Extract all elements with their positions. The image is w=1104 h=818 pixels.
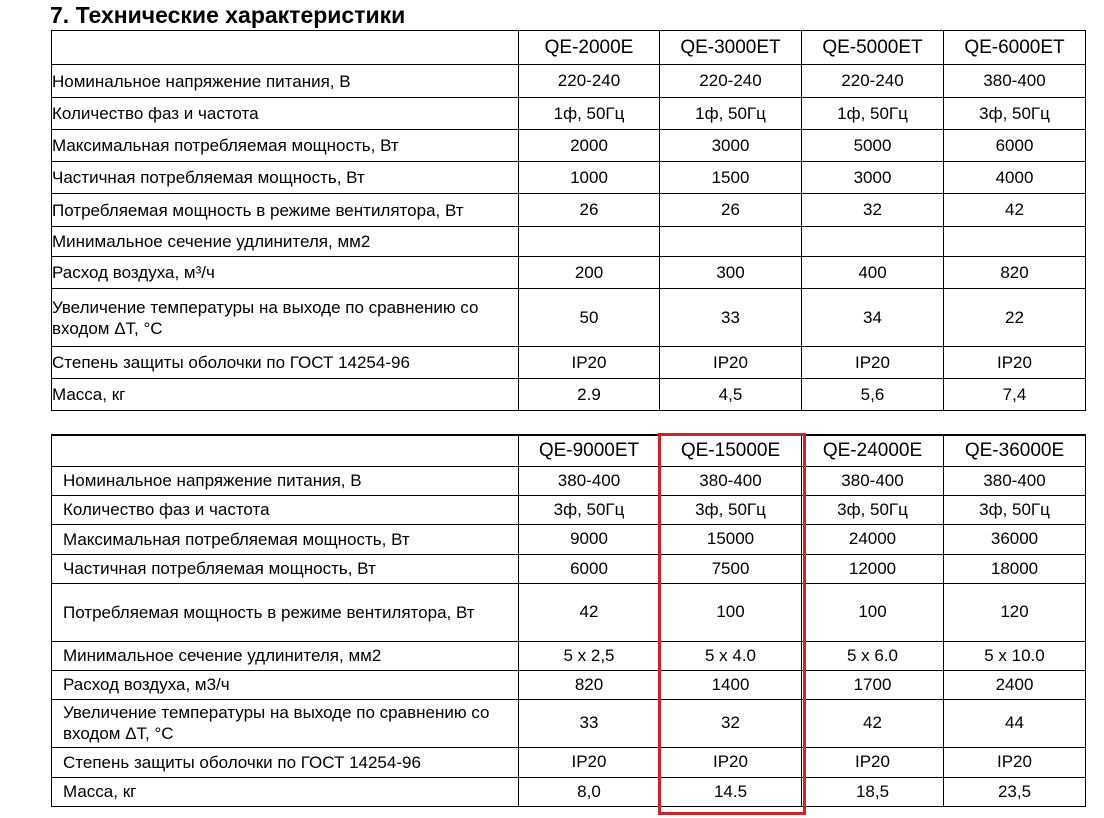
value-cell: 300 bbox=[660, 257, 802, 289]
value-cell: 1700 bbox=[802, 670, 944, 699]
model-header: QE-6000ET bbox=[944, 31, 1086, 65]
value-cell: 18000 bbox=[944, 554, 1086, 583]
row-label: Частичная потребляемая мощность, Вт bbox=[52, 162, 519, 194]
value-cell: 36000 bbox=[944, 524, 1086, 554]
table-header-row bbox=[52, 31, 1086, 65]
value-cell: 14.5 bbox=[660, 777, 802, 806]
model-header: QE-24000E bbox=[802, 435, 944, 466]
value-cell: IP20 bbox=[519, 747, 660, 777]
value-cell: 15000 bbox=[660, 524, 802, 554]
row-label: Масса, кг bbox=[52, 777, 519, 806]
value-cell: IP20 bbox=[660, 747, 802, 777]
value-cell: 380-400 bbox=[944, 466, 1086, 495]
value-cell: 1500 bbox=[660, 162, 802, 194]
table-row bbox=[52, 289, 1086, 347]
model-header: QE-36000E bbox=[944, 435, 1086, 466]
table-row bbox=[52, 641, 1086, 670]
section-title: 7. Технические характеристики bbox=[50, 2, 406, 28]
value-cell: 9000 bbox=[519, 524, 660, 554]
value-cell: IP20 bbox=[802, 347, 944, 379]
value-cell: 5 x 2,5 bbox=[519, 641, 660, 670]
value-cell: 3ф, 50Гц bbox=[519, 495, 660, 524]
row-label: Количество фаз и частота bbox=[52, 98, 519, 130]
value-cell: 33 bbox=[519, 699, 660, 747]
value-cell: 100 bbox=[660, 583, 802, 641]
spec-table-2 bbox=[51, 434, 1086, 807]
row-label: Минимальное сечение удлинителя, мм2 bbox=[52, 641, 519, 670]
value-cell: 3000 bbox=[660, 130, 802, 162]
row-label: Степень защиты оболочки по ГОСТ 14254-96 bbox=[52, 347, 519, 379]
row-label: Номинальное напряжение питания, В bbox=[52, 65, 519, 98]
row-label: Максимальная потребляемая мощность, Вт bbox=[52, 130, 519, 162]
value-cell: 220-240 bbox=[660, 65, 802, 98]
row-label: Увеличение температуры на выходе по сравнению со входом ΔT, °C bbox=[52, 699, 519, 747]
table-row bbox=[52, 495, 1086, 524]
row-label: Количество фаз и частота bbox=[52, 495, 519, 524]
row-label: Расход воздуха, м³/ч bbox=[52, 257, 519, 289]
value-cell: 3ф, 50Гц bbox=[944, 98, 1086, 130]
table-row bbox=[52, 257, 1086, 289]
value-cell: 5000 bbox=[802, 130, 944, 162]
value-cell: 23,5 bbox=[944, 777, 1086, 806]
value-cell: 220-240 bbox=[802, 65, 944, 98]
row-label: Расход воздуха, м3/ч bbox=[52, 670, 519, 699]
value-cell: IP20 bbox=[944, 347, 1086, 379]
value-cell: 1ф, 50Гц bbox=[660, 98, 802, 130]
table-row bbox=[52, 670, 1086, 699]
value-cell bbox=[519, 227, 660, 257]
value-cell: 42 bbox=[802, 699, 944, 747]
value-cell: 42 bbox=[944, 194, 1086, 227]
value-cell: 6000 bbox=[944, 130, 1086, 162]
table-row bbox=[52, 747, 1086, 777]
model-header: QE-15000E bbox=[660, 435, 802, 466]
table-row bbox=[52, 554, 1086, 583]
value-cell bbox=[944, 227, 1086, 257]
value-cell: 400 bbox=[802, 257, 944, 289]
row-label: Частичная потребляемая мощность, Вт bbox=[52, 554, 519, 583]
value-cell: 42 bbox=[519, 583, 660, 641]
value-cell: 380-400 bbox=[660, 466, 802, 495]
row-label: Масса, кг bbox=[52, 379, 519, 411]
model-header: QE-5000ET bbox=[802, 31, 944, 65]
value-cell: IP20 bbox=[660, 347, 802, 379]
value-cell: 3000 bbox=[802, 162, 944, 194]
value-cell: 5,6 bbox=[802, 379, 944, 411]
value-cell: 220-240 bbox=[519, 65, 660, 98]
table-row bbox=[52, 98, 1086, 130]
value-cell: 26 bbox=[660, 194, 802, 227]
row-label: Потребляемая мощность в режиме вентилятора, Вт bbox=[52, 583, 519, 641]
value-cell: 50 bbox=[519, 289, 660, 347]
model-header: QE-2000E bbox=[519, 31, 660, 65]
row-label: Увеличение температуры на выходе по сравнению со входом ΔT, °C bbox=[52, 289, 519, 347]
model-header: QE-9000ET bbox=[519, 435, 660, 466]
header-corner-cell bbox=[52, 31, 519, 65]
table-row bbox=[52, 65, 1086, 98]
value-cell: 4,5 bbox=[660, 379, 802, 411]
value-cell: 22 bbox=[944, 289, 1086, 347]
table-row bbox=[52, 777, 1086, 806]
value-cell: 7500 bbox=[660, 554, 802, 583]
value-cell: 380-400 bbox=[519, 466, 660, 495]
value-cell: 200 bbox=[519, 257, 660, 289]
table-row bbox=[52, 130, 1086, 162]
value-cell: 820 bbox=[944, 257, 1086, 289]
row-label: Номинальное напряжение питания, В bbox=[52, 466, 519, 495]
value-cell: 380-400 bbox=[802, 466, 944, 495]
value-cell: 4000 bbox=[944, 162, 1086, 194]
value-cell: 3ф, 50Гц bbox=[944, 495, 1086, 524]
row-label: Максимальная потребляемая мощность, Вт bbox=[52, 524, 519, 554]
value-cell: 1400 bbox=[660, 670, 802, 699]
value-cell: 24000 bbox=[802, 524, 944, 554]
table-row bbox=[52, 699, 1086, 747]
value-cell: 1000 bbox=[519, 162, 660, 194]
table-row bbox=[52, 194, 1086, 227]
table-header-row bbox=[52, 435, 1086, 466]
value-cell: 3ф, 50Гц bbox=[660, 495, 802, 524]
table-row bbox=[52, 162, 1086, 194]
header-corner-cell bbox=[52, 435, 519, 466]
value-cell bbox=[660, 227, 802, 257]
value-cell: IP20 bbox=[519, 347, 660, 379]
model-header: QE-3000ET bbox=[660, 31, 802, 65]
value-cell: 380-400 bbox=[944, 65, 1086, 98]
spec-table-1 bbox=[51, 30, 1086, 411]
table-row bbox=[52, 524, 1086, 554]
value-cell: 2000 bbox=[519, 130, 660, 162]
row-label: Минимальное сечение удлинителя, мм2 bbox=[52, 227, 519, 257]
value-cell: 32 bbox=[802, 194, 944, 227]
table-row bbox=[52, 583, 1086, 641]
value-cell: 5 x 4.0 bbox=[660, 641, 802, 670]
value-cell: 34 bbox=[802, 289, 944, 347]
value-cell: 7,4 bbox=[944, 379, 1086, 411]
table-row bbox=[52, 227, 1086, 257]
value-cell: 44 bbox=[944, 699, 1086, 747]
value-cell: 18,5 bbox=[802, 777, 944, 806]
value-cell: 33 bbox=[660, 289, 802, 347]
value-cell: 12000 bbox=[802, 554, 944, 583]
value-cell: 120 bbox=[944, 583, 1086, 641]
value-cell: IP20 bbox=[944, 747, 1086, 777]
value-cell: 32 bbox=[660, 699, 802, 747]
table-row bbox=[52, 379, 1086, 411]
value-cell: 3ф, 50Гц bbox=[802, 495, 944, 524]
value-cell bbox=[802, 227, 944, 257]
value-cell: 26 bbox=[519, 194, 660, 227]
value-cell: 1ф, 50Гц bbox=[519, 98, 660, 130]
value-cell: 8,0 bbox=[519, 777, 660, 806]
value-cell: IP20 bbox=[802, 747, 944, 777]
value-cell: 820 bbox=[519, 670, 660, 699]
value-cell: 100 bbox=[802, 583, 944, 641]
value-cell: 2.9 bbox=[519, 379, 660, 411]
value-cell: 2400 bbox=[944, 670, 1086, 699]
value-cell: 6000 bbox=[519, 554, 660, 583]
value-cell: 5 x 10.0 bbox=[944, 641, 1086, 670]
row-label: Потребляемая мощность в режиме вентилятора, Вт bbox=[52, 194, 519, 227]
row-label: Степень защиты оболочки по ГОСТ 14254-96 bbox=[52, 747, 519, 777]
value-cell: 1ф, 50Гц bbox=[802, 98, 944, 130]
value-cell: 5 x 6.0 bbox=[802, 641, 944, 670]
table-row bbox=[52, 466, 1086, 495]
table-row bbox=[52, 347, 1086, 379]
